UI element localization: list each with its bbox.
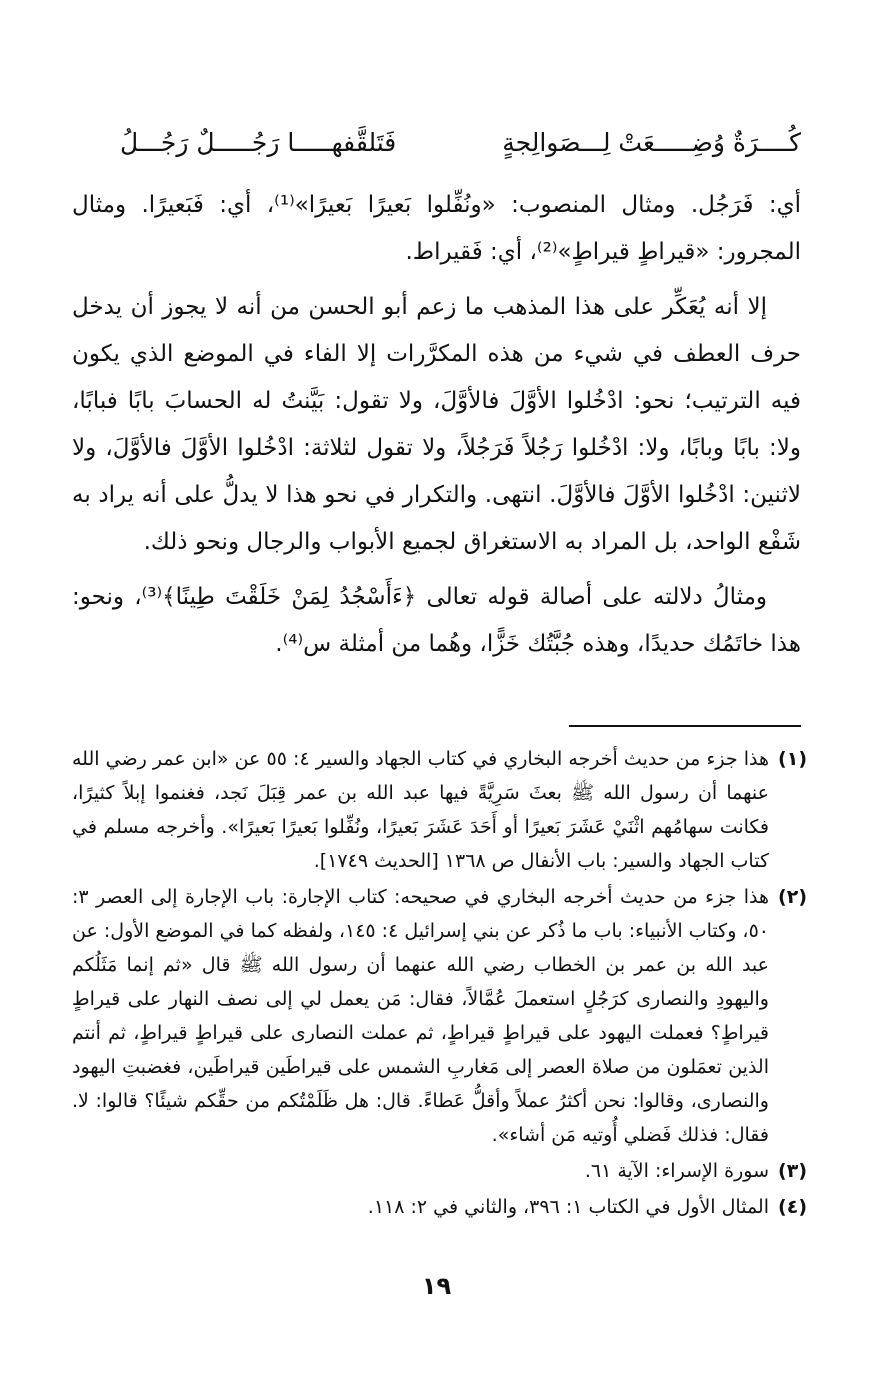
footnote-text: هذا جزء من حديث أخرجه البخاري في صحيحه: كتاب الإجارة: باب الإجارة إلى العصر ٣: ٥٠، وكتاب الأنبياء: باب ما ذُكر عن بني إسرائيل ٤: ١٤٥، ولفظه كما في الموضع الأول: عن عبد الله بن عمر بن الخطاب رضي الله عنهما أن رسول الله ﷺ قال «ثم إنما مَثَلُكم واليهودِ والنصارى كرَجُلٍ استعملَ عُمَّالاً، فقال: مَن يعمل لي إلى نصف النهار على قيراطٍ قيراطٍ؟ فعملت اليهود على قيراطٍ قيراطٍ، ثم عملت النصارى على قيراطٍ قيراطٍ، ثم أنتم الذين تعمَلون من صلاة العصر إلى مَغاربِ الشمس على قيراطَين قيراطَين، فغضبتِ اليهود والنصارى، وقالوا: نحن أكثرُ عملاً وأقلُّ عَطاءً. قال: هل ظَلَمْتُكم من حقِّكم شيئًا؟ قالوا: لا. فقال: فذلك فَضلي أُوتيه مَن أشاء». xyxy=(72,886,769,1146)
footnote-number: (٤) xyxy=(778,1196,807,1218)
footnote-text: المثال الأول في الكتاب ١: ٣٩٦، والثاني في ٢: ١١٨. xyxy=(367,1196,769,1218)
footnote xyxy=(72,880,807,1152)
main-text xyxy=(72,182,801,676)
poetry-verse xyxy=(120,128,801,157)
footnote-number: (١) xyxy=(778,748,807,770)
paragraph-asala: ومثالُ دلالته على أصالة قوله تعالى ﴿ءَأَسْجُدُ لِمَنْ خَلَقْتَ طِينًا﴾⁽³⁾، ونحو: هذا خاتَمُك حديدًا، وهذه جُبَّتُك خَزًّا، وهُما من أمثلة س⁽⁴⁾. xyxy=(72,584,801,657)
footnote-text: سورة الإسراء: الآية ٦١. xyxy=(584,1160,769,1182)
verse-first-hemistich: كُــــرَةٌ وُضِـــــعَتْ لِـــصَوالِجةٍ xyxy=(502,128,801,157)
footnote-separator xyxy=(569,725,801,727)
footnote xyxy=(72,1154,807,1188)
verse-second-hemistich: فَتَلقَّفهـــــا رَجُـــــلٌ رَجُـــلُ xyxy=(120,128,397,157)
paragraph-abu-al-hasan: إلا أنه يُعَكِّر على هذا المذهب ما زعم أبو الحسن من أنه لا يجوز أن يدخل حرف العطف في شيء من هذه المكرَّرات إلا الفاء في الموضع الذي يكون فيه الترتيب؛ نحو: ادْخُلوا الأوَّلَ فالأوَّلَ، ولا تقول: بَيَّنتُ له الحسابَ بابًا فبابًا، ولا: بابًا وبابًا، ولا: ادْخُلوا رَجُلاً فَرَجُلاً، ولا تقول لثلاثة: ادْخُلوا الأوَّلَ فالأوَّلَ، ولا لاثنين: ادْخُلوا الأوَّلَ فالأوَّلَ. انتهى. والتكرار في نحو هذا لا يدلُّ على أنه يراد به شَفْع الواحد، بل المراد به الاستغراق لجميع الأبواب والرجال ونحو ذلك. xyxy=(72,294,801,555)
page-number: ١٩ xyxy=(421,1272,452,1300)
paragraph-examples: أي: فَرَجُل. ومثال المنصوب: «ونُفِّلوا بَعيرًا بَعيرًا»⁽¹⁾، أي: فَبَعيرًا. ومثال المجرور: «قيراطٍ قيراطٍ»⁽²⁾، أي: فَقيراط. xyxy=(72,192,801,265)
footnotes xyxy=(72,742,807,1226)
footnote xyxy=(72,742,807,878)
footnote xyxy=(72,1190,807,1224)
footnote-number: (٢) xyxy=(778,886,807,908)
footnote-text: هذا جزء من حديث أخرجه البخاري في كتاب الجهاد والسير ٤: ٥٥ عن «ابن عمر رضي الله عنهما أن رسول الله ﷺ بعثَ سَرِيَّةً فيها عبد الله بن عمر قِبَلَ نَجد، فغنموا إبلاً كثيرًا، فكانت سهامُهم اثْنَيْ عَشَرَ بَعيرًا أو أَحَدَ عَشَرَ بَعيرًا، ونُفِّلوا بَعيرًا بَعيرًا». وأخرجه مسلم في كتاب الجهاد والسير: باب الأنفال ص ١٣٦٨ [الحديث ١٧٤٩]. xyxy=(72,748,769,872)
footnote-number: (٣) xyxy=(778,1160,807,1182)
